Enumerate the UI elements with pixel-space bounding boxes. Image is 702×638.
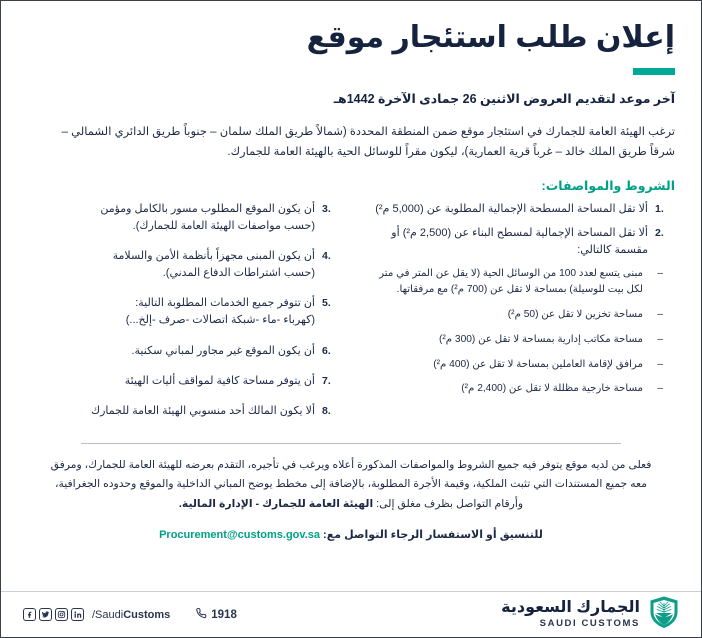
requirement-item [27, 201, 342, 235]
requirement-item [27, 403, 342, 420]
closing-paragraph [1, 456, 701, 514]
requirement-number: 3. [322, 203, 331, 216]
requirement-number: 4. [322, 250, 331, 263]
sub-bullet-item [360, 332, 663, 348]
sub-bullet-text: مرافق لإقامة العاملين بمساحة لا تقل عن (400 م²) [433, 358, 643, 370]
requirement-number: 8. [322, 404, 331, 417]
requirement-text-line-2: (كهرباء -ماء -شبكة اتصالات -صرف -إلخ...) [125, 314, 315, 327]
sub-bullet-text: مساحة تخزين لا تقل عن (50 م²) [507, 309, 643, 321]
requirement-text-line-1: أن يكون المبنى مجهزاً بأنظمة الأمن والسلامة [112, 250, 315, 263]
social-links [23, 606, 237, 624]
requirement-text [27, 248, 315, 282]
brand-name-english: SAUDI CUSTOMS [539, 617, 640, 629]
requirements-list-left [27, 201, 342, 419]
sub-bullet-item [360, 307, 663, 323]
dash-bullet-icon: – [657, 268, 663, 280]
requirement-number: 1. [655, 203, 664, 216]
requirement-text: أن يكون الموقع غير مجاور لمباني سكنية. [131, 344, 315, 357]
phone-number: 1918 [211, 608, 237, 621]
closing-line-3-prefix: وأرقام التواصل بظرف مغلق إلى: [376, 497, 524, 510]
page-header [1, 1, 701, 108]
requirement-item [360, 225, 675, 259]
contact-email-link[interactable]: Procurement@customs.gov.sa [159, 528, 320, 541]
intro-line-1: ترغب الهيئة العامة للجمارك في استئجار موقع ضمن المنطقة المحددة (شمالاً طريق الملك سلمان – جنوباً طريق الدائري الشمالي – [61, 126, 675, 138]
requirements-column-right [360, 201, 675, 432]
requirement-item [27, 343, 342, 360]
deadline-text: آخر موعد لتقديم العروض الاثنين 26 جمادى الآخرة 1442هـ [333, 91, 675, 106]
requirement-item [27, 295, 342, 329]
phone-icon [195, 606, 207, 624]
saudi-customs-shield-logo-icon [649, 596, 679, 634]
requirement-item [27, 248, 342, 282]
requirement-text-line-1: أن تتوفر جميع الخدمات المطلوبة التالية: [135, 297, 315, 310]
requirement-text-line-2: (حسب مواصفات الهيئة العامة للجمارك). [132, 220, 315, 233]
social-handle [92, 609, 170, 621]
social-handle-slash: /Saudi [92, 608, 124, 621]
sub-bullet-text: مساحة خارجية مظللة لا تقل عن (2,400 م²) [461, 383, 643, 395]
requirement-text-line-2: (حسب اشتراطات الدفاع المدني). [162, 267, 315, 280]
page-title: إعلان طلب استئجار موقع [306, 21, 675, 54]
section-title-conditions: الشروط والمواصفات: [541, 179, 675, 194]
requirement-text-line-1: ألا تقل المساحة الإجمالية لمسطح البناء عن (2,500 م²) أو [391, 227, 648, 240]
requirement-text-line-1: أن يكون الموقع المطلوب مسور بالكامل ومؤمن [100, 203, 315, 216]
requirements-columns [1, 201, 701, 432]
requirement-number: 7. [322, 374, 331, 387]
title-accent-bar [633, 68, 675, 75]
requirement-text: أن يتوفر مساحة كافية لمواقف أليات الهيئة [124, 374, 315, 387]
requirement-number: 2. [655, 227, 664, 240]
intro-line-2: شرقاً طريق الملك خالد – غرباً قرية العمارية)، ليكون مقراً للوسائل الحية بالهيئة العامة للجمارك. [227, 146, 675, 159]
requirement-text [27, 295, 315, 329]
requirement-text: ألا تقل المساحة المسطحة الإجمالية المطلوبة عن (5,000 م²) [375, 203, 648, 216]
sub-bullet-text: مساحة مكاتب إدارية بمساحة لا تقل عن (300 م²) [438, 333, 643, 345]
facebook-icon[interactable] [23, 608, 36, 621]
phone-contact [195, 606, 237, 624]
section-divider [81, 443, 621, 444]
contact-label: للتنسيق أو الاستفسار الرجاء التواصل مع: [323, 528, 543, 541]
sub-bullet-item [360, 381, 663, 397]
dash-bullet-icon: – [657, 383, 663, 395]
requirement-text-line-2: مقسمة كالتالي: [577, 244, 648, 257]
intro-paragraph [1, 122, 701, 162]
brand-name-arabic: الجمارك السعودية [501, 599, 640, 617]
requirement-text [360, 225, 648, 259]
requirements-list-right [360, 201, 675, 259]
dash-bullet-icon: – [657, 333, 663, 345]
contact-line [1, 528, 701, 541]
linkedin-icon[interactable] [71, 608, 84, 621]
requirement-sub-bullets [360, 266, 675, 397]
closing-line-2: معه جميع المستندات التي تثبت الملكية، وقيمة الأجرة المطلوبة، بالإضافة إلى مخطط يوضح المباني الداخلية والموقع وحدوده الجغرافية، [54, 478, 648, 491]
page-footer [1, 591, 701, 637]
dash-bullet-icon: – [657, 309, 663, 321]
requirement-item [360, 201, 675, 218]
requirement-text [27, 201, 315, 235]
social-handle-name: Customs [123, 608, 171, 621]
closing-department-bold: الهيئة العامة للجمارك - الإدارة المالية. [178, 497, 374, 510]
requirement-number: 5. [322, 297, 331, 310]
twitter-icon[interactable] [39, 608, 52, 621]
requirement-number: 6. [322, 344, 331, 357]
requirement-item [27, 373, 342, 390]
brand-logo [501, 596, 679, 634]
sub-bullet-item [360, 357, 663, 373]
closing-line-3 [31, 495, 671, 514]
sub-bullet-text: مبنى يتسع لعدد 100 من الوسائل الحية (لا يقل عن المتر في متر لكل بيت للوسيلة) بمساحة لا تقل عن (700 م²) مع مرفقاتها. [379, 268, 643, 296]
closing-line-1: فعلى من لديه موقع يتوفر فيه جميع الشروط والمواصفات المذكورة أعلاه ويرغب في تأجيره، التقدم بعرضه للهيئة العامة للجمارك، ومرفق [50, 458, 652, 471]
brand-text [501, 600, 640, 629]
sub-bullet-item [360, 266, 663, 298]
dash-bullet-icon: – [657, 358, 663, 370]
requirements-column-left [27, 201, 342, 432]
requirement-text: ألا يكون المالك أحد منسوبي الهيئة العامة للجمارك [91, 404, 315, 417]
instagram-icon[interactable] [55, 608, 68, 621]
